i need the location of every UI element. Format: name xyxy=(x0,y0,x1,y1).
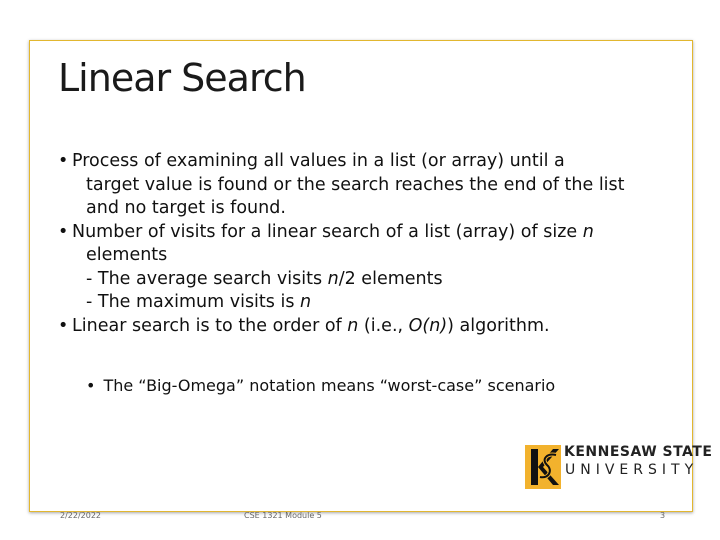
dash-text: /2 elements xyxy=(338,268,443,289)
bullet-dot: • xyxy=(58,221,69,242)
footer-course: CSE 1321 Module 5 xyxy=(244,511,322,520)
bullet-dot: • xyxy=(58,315,69,336)
big-o-notation: O(n) xyxy=(408,315,448,336)
footer-page-number: 3 xyxy=(660,511,666,520)
bullet-text-cont: and no target is found. xyxy=(86,198,286,218)
footer-date: 2/22/2022 xyxy=(60,511,102,520)
variable-n: n xyxy=(327,268,339,289)
bullet-number-of-visits xyxy=(58,221,688,315)
bullet-linear-search-definition xyxy=(58,150,688,221)
logo-name: KENNESAW STATE xyxy=(564,444,713,460)
dash-text: - The average search visits xyxy=(86,268,328,289)
variable-n: n xyxy=(582,221,594,242)
bullet-text-cont: target value is found or the search reaches the end of the list xyxy=(86,174,625,195)
sub-bullet-big-omega xyxy=(86,376,555,395)
bullet-text: (i.e., xyxy=(358,315,409,336)
slide-body xyxy=(58,150,688,338)
dash-item-maximum xyxy=(72,291,688,315)
variable-n: n xyxy=(347,315,359,336)
bullet-text: ) algorithm. xyxy=(447,315,550,336)
bullet-text-cont: elements xyxy=(86,245,168,265)
slide-title: Linear Search xyxy=(58,56,306,100)
variable-n: n xyxy=(300,292,312,312)
bullet-text: Number of visits for a linear search of a list (array) of size xyxy=(72,221,583,242)
sub-bullet-dot: • xyxy=(86,376,96,395)
ksu-monogram-icon xyxy=(525,445,561,489)
bullet-order-of-n xyxy=(58,315,688,339)
bullet-text: Linear search is to the order of xyxy=(72,315,348,336)
logo-subtitle: UNIVERSITY xyxy=(565,462,699,478)
sub-bullet-text: The “Big-Omega” notation means “worst-case” scenario xyxy=(103,376,556,395)
bullet-text: Process of examining all values in a list (or array) until a xyxy=(72,151,565,171)
dash-item-average xyxy=(72,268,688,292)
dash-text: - The maximum visits is xyxy=(86,292,301,312)
bullet-dot: • xyxy=(58,151,69,171)
